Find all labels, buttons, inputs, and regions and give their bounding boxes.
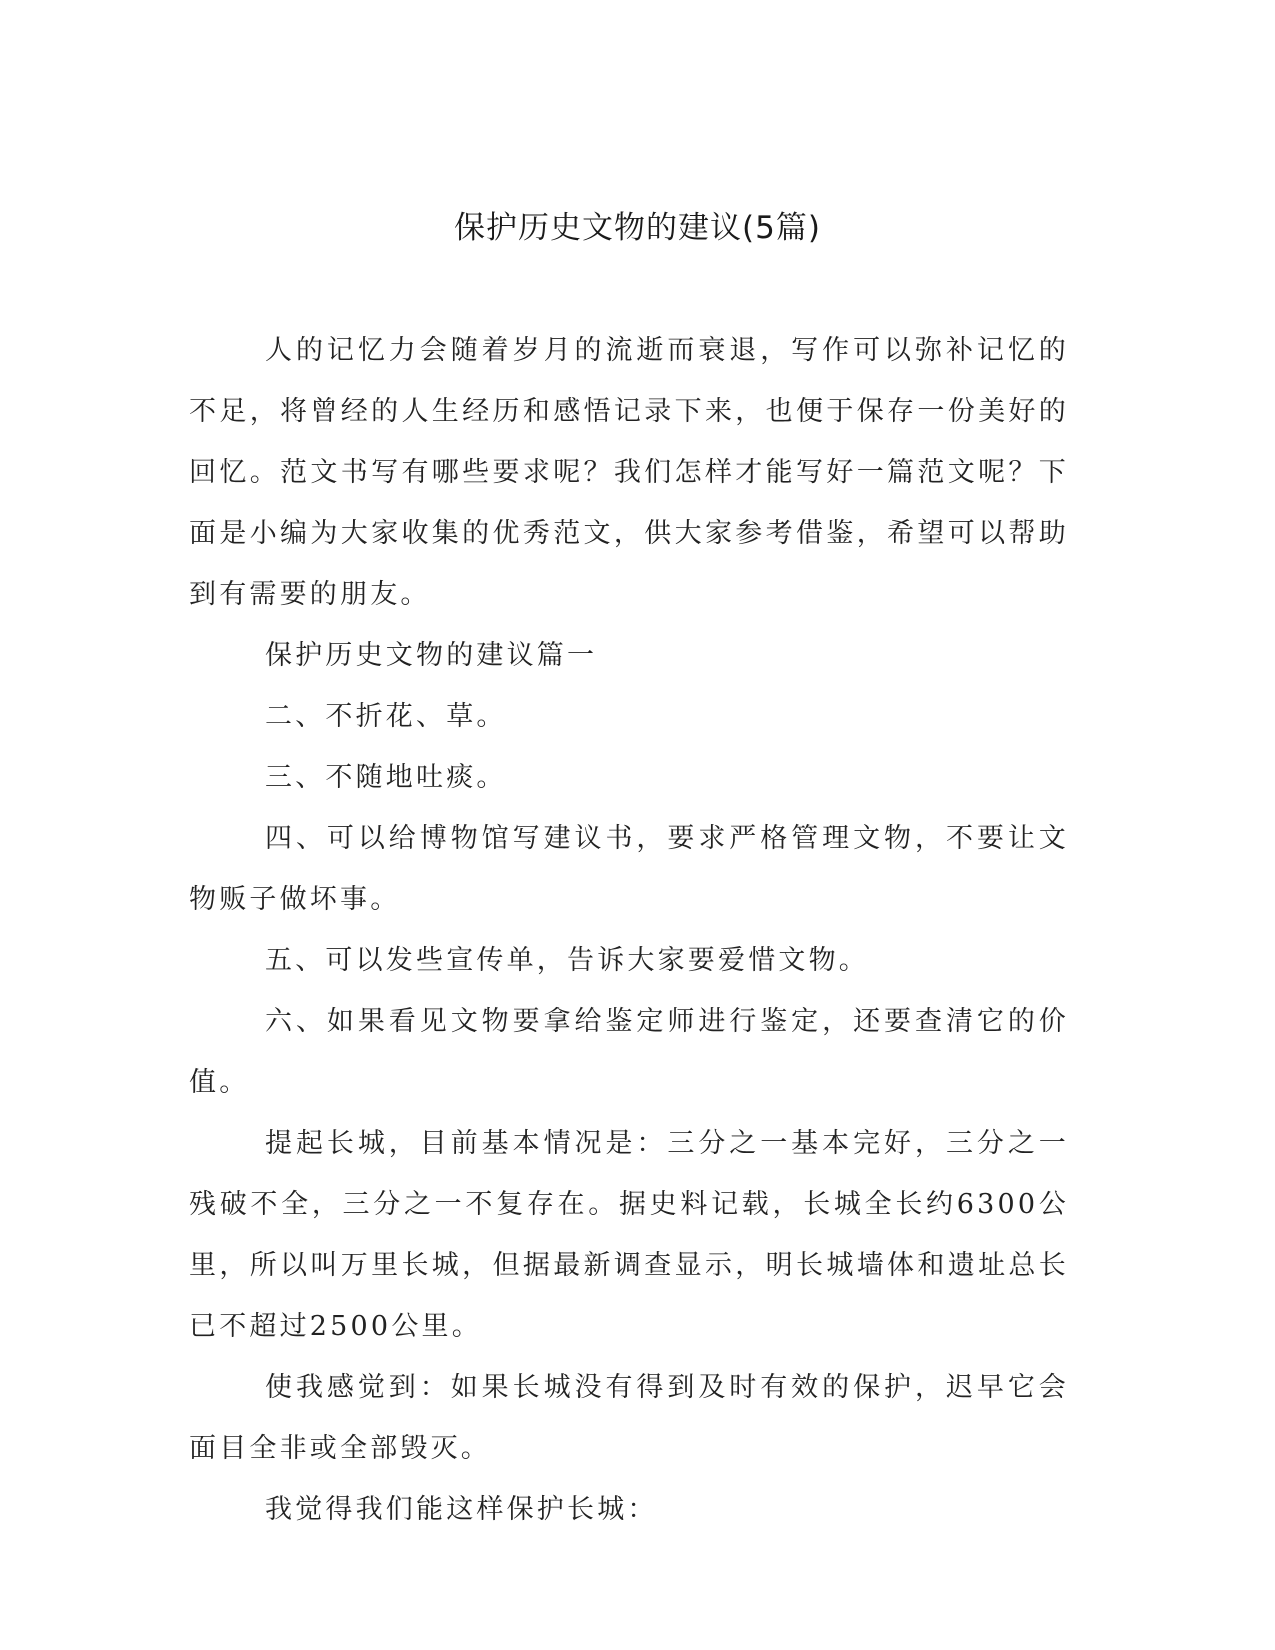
paragraph-protection-lead: 我觉得我们能这样保护长城： (265, 1494, 658, 1525)
paragraph-great-wall-status: 提起长城，目前基本情况是：三分之一基本完好，三分之一残破不全，三分之一不复存在。据史料记载，长城全长约6300公里，所以叫万里长城，但据最新调查显示，明长城墙体和遗址总长已不超过2500公里。 (189, 1128, 1069, 1342)
paragraph-item-3: 三、不随地吐痰。 (265, 762, 507, 793)
paragraph-feeling: 使我感觉到：如果长城没有得到及时有效的保护，迟早它会面目全非或全部毁灭。 (189, 1372, 1069, 1464)
paragraph-intro: 人的记忆力会随着岁月的流逝而衰退，写作可以弥补记忆的不足，将曾经的人生经历和感悟记录下来，也便于保存一份美好的回忆。范文书写有哪些要求呢？我们怎样才能写好一篇范文呢？下面是小编为大家收集的优秀范文，供大家参考借鉴，希望可以帮助到有需要的朋友。 (189, 335, 1069, 610)
paragraph-item-2: 二、不折花、草。 (265, 701, 507, 732)
document-body (189, 320, 1069, 1540)
paragraph-section-heading: 保护历史文物的建议篇一 (265, 640, 598, 671)
paragraph-item-4: 四、可以给博物馆写建议书，要求严格管理文物，不要让文物贩子做坏事。 (189, 823, 1069, 915)
paragraph-item-6: 六、如果看见文物要拿给鉴定师进行鉴定，还要查清它的价值。 (189, 1006, 1069, 1098)
paragraph-item-5: 五、可以发些宣传单，告诉大家要爱惜文物。 (265, 945, 869, 976)
document-title: 保护历史文物的建议(5篇) (454, 210, 821, 246)
